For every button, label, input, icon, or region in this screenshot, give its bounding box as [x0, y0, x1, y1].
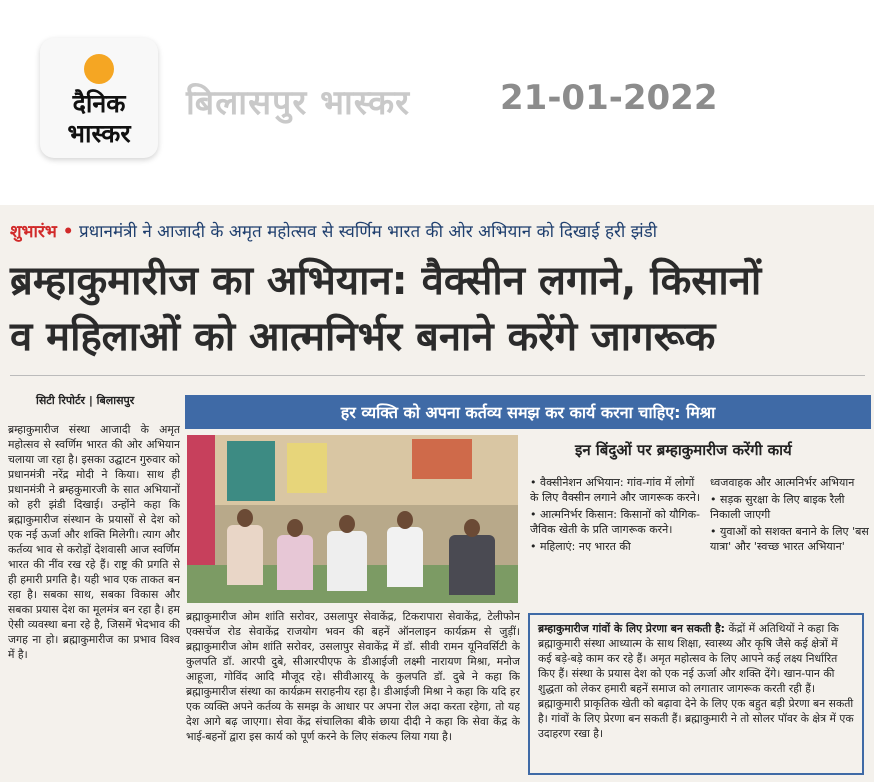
photo-person: [449, 535, 495, 595]
highlight-box: [528, 613, 864, 775]
divider: [10, 375, 865, 376]
subheadline-banner: हर व्यक्ति को अपना कर्तव्य समझ कर कार्य करना चाहिए: मिश्रा: [185, 395, 871, 429]
photo-head: [397, 511, 413, 529]
point-item: • युवाओं को सशक्त बनाने के लिए 'बस यात्रा' और 'स्वच्छ भारत अभियान': [710, 525, 869, 553]
middle-column-text: ब्रह्माकुमारीज ओम शांति सरोवर, उसलापुर सेवाकेंद्र, टिकरापारा सेवाकेंद्र, टेलीफोन एक्सचेंज रोड सेवाकेंद्र राजयोग भवन की बहनें ऑनलाइन कार्यक्रम से जुड़ीं। ब्रह्माकुमारीज ओम शांति सरोवर, उसलापुर सेवाकेंद्र में डॉ. सीवी रामन यूनिवर्सिटी के कुलपति डॉ. आरपी दुबे, सीआरपीएफ के डीआईजी लक्ष्मी नारायण मिश्रा, मनोज आहूजा, गोविंद आदि मौजूद रहे। सीवीआरयू के कुलपति डॉ. दुबे ने कहा कि ब्रह्माकुमारीज संस्था का कार्यक्रम सराहनीय रहा है। डीआईजी मिश्रा ने कहा कि यदि हर एक व्यक्ति अपने कर्तव्य के समझ के आधार पर अपना रोल अदा करता रहेगा, तो यह देश आगे बढ़ जाएगा। सेवा केंद्र संचालिका बीके छाया दीदी ने कहा कि सेवा केंद्र के भाई-बहनों द्वारा इस कार्य को पूर्ण करने के लिए संकल्प लिया गया है।: [186, 610, 520, 743]
photo-board: [287, 443, 327, 493]
kicker: [10, 219, 657, 242]
newspaper-clipping: [0, 205, 874, 782]
photo-board: [227, 441, 275, 501]
dainik-bhaskar-logo: [40, 38, 158, 158]
photo-head: [287, 519, 303, 537]
highlight-box-text: केंद्रों में अतिथियों ने कहा कि ब्रह्माकुमारी संस्था आध्यात्म के साथ शिक्षा, स्वास्थ्य और कृषि जैसे कई क्षेत्रों में कई बड़े-बड़े काम कर रहे हैं। अमृत महोत्सव के लिए आपने कई लक्ष्य निर्धारित किए हैं। संस्था के प्रयास देश को एक नई ऊर्जा और शक्ति देंगे। खान-पान की शुद्धता को लेकर हमारी बहनें समाज को लगातार जागरूक करती रही हैं। ब्रह्माकुमारी प्राकृतिक खेती को बढ़ावा देने के लिए एक बहुत बड़ी प्रेरणा बन सकती है। गांवों के लिए प्रेरणा बन सकती हैं। ब्रह्माकुमारी ने तो सोलर पॉवर के क्षेत्र में एक उदाहरण रखा है।: [538, 622, 854, 740]
edition-title: बिलासपुर भास्कर: [186, 83, 411, 123]
edition-date: 21-01-2022: [500, 78, 718, 118]
point-item: • आत्मनिर्भर किसान: किसानों को यौगिक-जैविक खेती के प्रति जागरूक करने।: [530, 508, 700, 536]
points-title: इन बिंदुओं पर ब्रम्हाकुमारीज करेंगी कार्य: [575, 441, 792, 459]
photo-person: [227, 525, 263, 585]
headline-line-1: ब्रम्हाकुमारीज का अभियान: वैक्सीन लगाने, किसानों: [10, 258, 762, 304]
kicker-text: प्रधानमंत्री ने आजादी के अमृत महोत्सव से स्वर्णिम भारत की ओर अभियान को दिखाई हरी झंडी: [79, 222, 658, 242]
left-column-text: ब्रम्हाकुमारीज संस्था आजादी के अमृत महोत्सव से स्वर्णिम भारत की ओर अभियान चलाया जा रहा है। इसका उद्घाटन गुरुवार को प्रधानमंत्री नरेंद्र मोदी ने किया। साथ ही प्रधानमंत्री ने ब्रम्हकुमारजी के सात अभियानों को हरी झंडी दिखाई। उन्होंने कहा कि ब्रह्माकुमारीज संस्थान के प्रयासों से देश को एक नई ऊर्जा और शक्ति मिलेगी। त्याग और कर्तव्य भाव से करोड़ों देशवासी आज स्वर्णिम भारत की नींव रख रहे हैं। राष्ट्र की प्रगति से ही हमारी प्रगति है। यही भाव एक ताकत बन रहा है। सबका साथ, सबका विकास और सबका प्रयास देश का मूलमंत्र बन रहा है। हम ऐसी व्यवस्था बना रहे है, जिसमें भेदभाव की जगह ना हो। ब्रह्माकुमारीज का प्रभाव विश्व में है।: [8, 423, 180, 661]
left-column: [8, 393, 180, 778]
photo-board: [412, 439, 472, 479]
headline-line-2: व महिलाओं को आत्मनिर्भर बनाने करेंगे जागरूक: [10, 314, 716, 360]
sun-icon: [84, 54, 114, 84]
photo-head: [339, 515, 355, 533]
photo-person: [387, 527, 423, 587]
photo-person: [327, 531, 367, 591]
highlight-box-heading: ब्रम्हाकुमारीज गांवों के लिए प्रेरणा बन सकती है:: [538, 622, 725, 635]
points-column-1: [530, 475, 702, 556]
photo-person: [277, 535, 313, 590]
headline: [10, 253, 870, 365]
point-item: • वैक्सीनेशन अभियान: गांव-गांव में लोगों के लिए वैक्सीन लगाने और जागरूक करने।: [530, 476, 701, 504]
logo-text-line2: भास्कर: [67, 119, 131, 148]
middle-column: [186, 609, 520, 779]
points-column-2: [710, 475, 872, 556]
photo-head: [237, 509, 253, 527]
photo-head: [464, 519, 480, 537]
logo-text-line1: दैनिक: [72, 89, 126, 118]
point-item: ध्वजवाहक और आत्मनिर्भर अभियान: [710, 476, 855, 489]
byline: सिटी रिपोर्टर | बिलासपुर: [36, 394, 135, 407]
point-item: • सड़क सुरक्षा के लिए बाइक रैली निकाली जाएगी: [710, 493, 845, 521]
page-header: [0, 0, 874, 190]
event-photo: [187, 435, 518, 603]
kicker-tag: शुभारंभ •: [10, 222, 74, 242]
point-item: • महिलाएं: नए भारत की: [530, 540, 631, 553]
